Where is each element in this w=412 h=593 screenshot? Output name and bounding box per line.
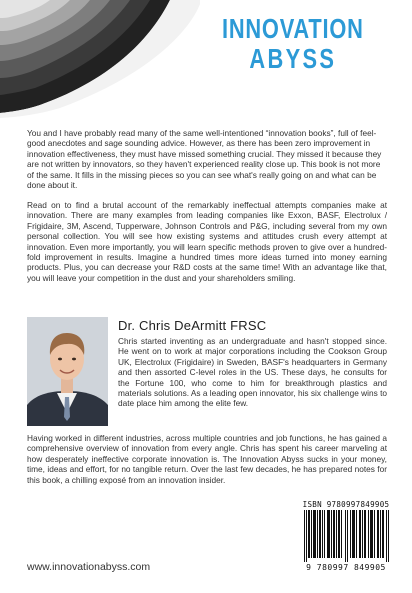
abyss-swirl-graphic (0, 0, 200, 120)
author-name: Dr. Chris DeArmitt FRSC (118, 318, 267, 333)
author-photo (27, 317, 108, 426)
isbn-barcode (298, 500, 394, 576)
author-portrait-graphic (27, 317, 108, 426)
barcode-bars (302, 510, 392, 562)
book-title-line1: INNOVATION (222, 13, 365, 44)
isbn-label: ISBN 9780997849905 (302, 500, 390, 509)
book-title-line2: ABYSS (249, 43, 337, 74)
closing-paragraph: Having worked in different industries, across multiple countries and job functions, he has gained a comprehensive overview of innovation from every angle. Chris has spent his career marveling at how desperately ineffective corporate innovation is. The Innovation Abyss sucks in your money, time, ideas and effort, for no tangible return. Over the last few decades, he has prepared notes for this book, a chilling exposé from an innovation insider. (27, 433, 387, 485)
intro-paragraph: You and I have probably read many of the same well-intentioned “innovation books”, full of feel-good anecdotes and sage sounding advice. However, as there has been zero improvement in innovation effectiveness, they must have missed something crucial. They missed it because they are not written by innovators, so they haven't experienced reality close up. This book is not more of the same. It fills in the missing pieces so you can see what's really going on and what can be done about it. (27, 128, 382, 191)
book-title (202, 14, 384, 74)
website-link[interactable]: www.innovationabyss.com (27, 561, 151, 573)
barcode-digits: 9 780997 849905 (306, 563, 386, 572)
summary-paragraph: Read on to find a brutal account of the remarkably ineffectual attempts companies make at innovation. There are many examples from leading companies like Exxon, BASF, Electrolux / Frigidaire, 3M, Ascend, Tupperware, Johnson Controls and P&G, including several from my own personal collection. You will see how existing systems and attitudes crush every attempt at innovation. Even more importantly, you will learn specific methods proven to give over a hundred-fold improvement in results. Imagine a hundred times more ideas turned into money earning products. Plus, you can decrease your R&D costs at the same time! With an advantage like that, you will leave your competition in the dust and your shareholders smiling. (27, 200, 387, 283)
author-bio: Chris started inventing as an undergraduate and hasn't stopped since. He went on to work at major corporations including the Cookson Group UK, Electrolux (Frigidaire) in Sweden, BASF's headquarters in Germany and then assorted C-level roles in the US. These days, he consults for the Fortune 100, who come to him for breakthrough plastics and materials solutions. As a leading open innovator, his six challenge wins to date place him among the elite few. (118, 336, 387, 409)
